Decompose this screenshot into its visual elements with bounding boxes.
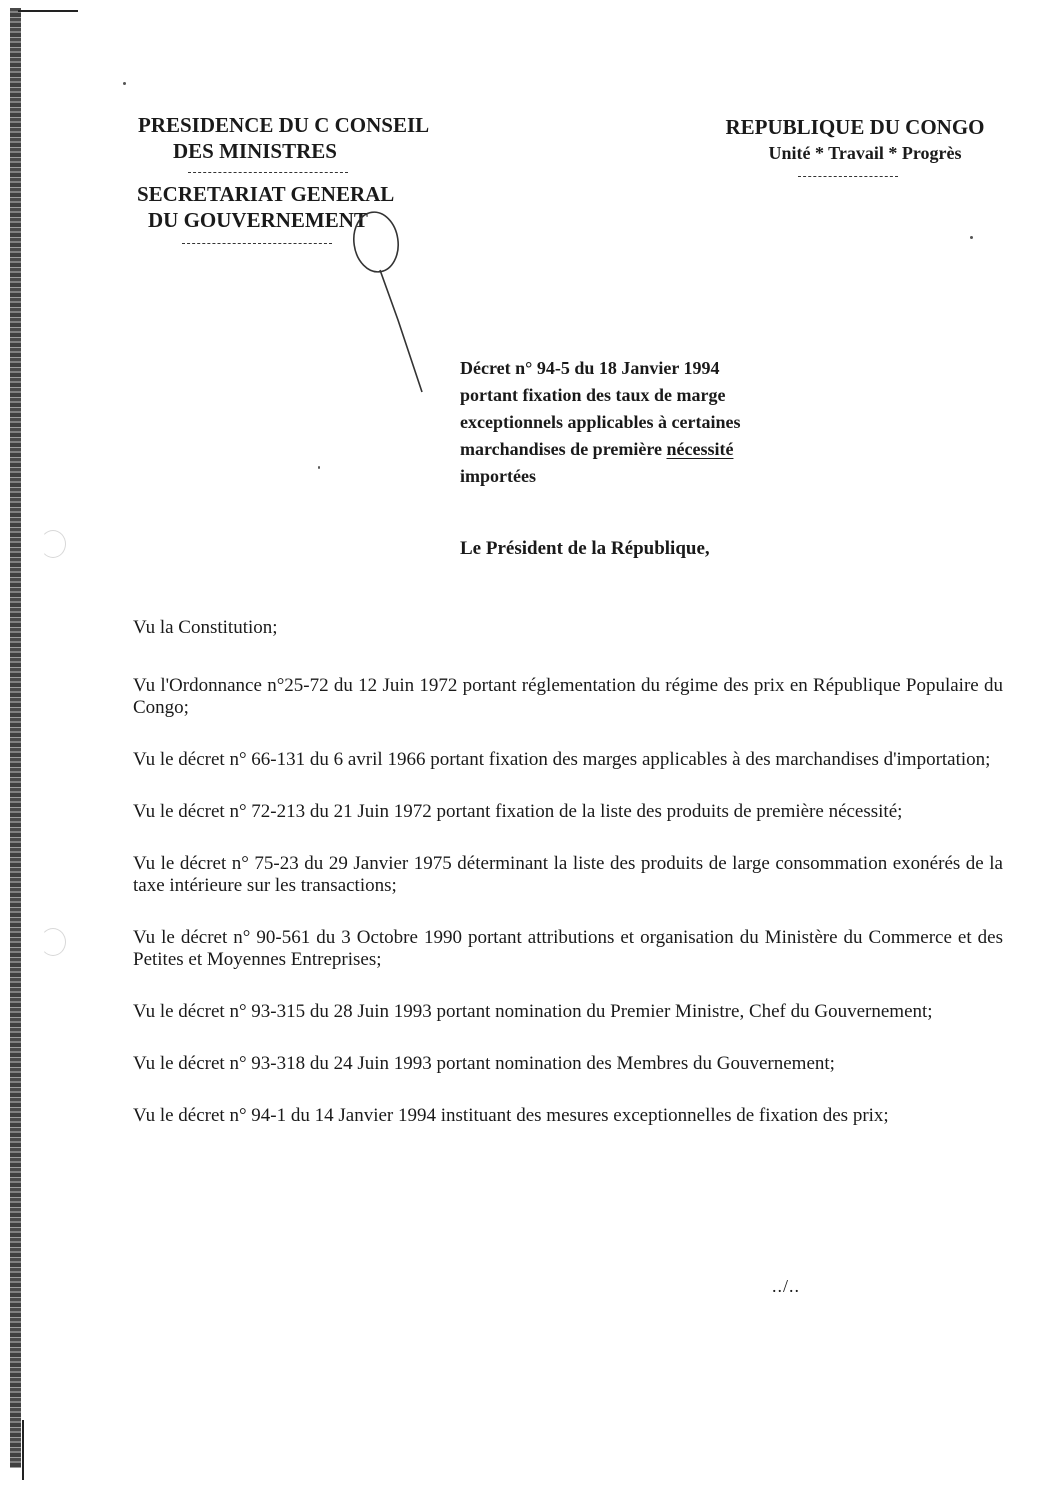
separator-dashes	[188, 172, 348, 173]
recital-item: Vu l'Ordonnance n°25-72 du 12 Juin 1972 portant réglementation du régime des prix en République Populaire du Congo;	[133, 675, 1003, 718]
scan-speck	[970, 236, 973, 239]
continuation-mark: ../..	[772, 1276, 801, 1296]
recital-item: Vu la Constitution;	[133, 617, 278, 638]
president-heading: Le Président de la République,	[460, 538, 710, 559]
decree-title-line: portant fixation des taux de marge	[460, 385, 726, 405]
national-motto: Unité * Travail * Progrès	[768, 143, 962, 163]
authority-line-1: PRESIDENCE DU C CONSEIL	[138, 113, 430, 137]
underlined-word: nécessité	[666, 439, 734, 459]
scan-edge-artifact	[10, 8, 21, 1468]
recital-item: Vu le décret n° 90-561 du 3 Octobre 1990 portant attributions et organisation du Ministère du Commerce et des Petites et Moyennes Entreprises;	[133, 927, 1003, 970]
republic-header-block	[690, 114, 1020, 177]
separator-dashes	[182, 243, 332, 244]
recital-item: Vu le décret n° 94-1 du 14 Janvier 1994 instituant des mesures exceptionnelles de fixation des prix;	[133, 1105, 889, 1126]
separator-dashes	[798, 176, 898, 177]
decree-title-line: exceptionnels applicables à certaines	[460, 412, 741, 432]
decree-title-line	[460, 436, 840, 463]
decree-title	[460, 355, 840, 490]
recital-item: Vu le décret n° 66-131 du 6 avril 1966 portant fixation des marges applicables à des marchandises d'importation;	[133, 749, 991, 770]
recitals-list	[133, 617, 1003, 1157]
recital-item: Vu le décret n° 93-315 du 28 Juin 1993 portant nomination du Premier Ministre, Chef du Gouvernement;	[133, 1001, 933, 1022]
authority-line-4: DU GOUVERNEMENT	[148, 208, 368, 232]
recital-item: Vu le décret n° 93-318 du 24 Juin 1993 portant nomination des Membres du Gouvernement;	[133, 1053, 835, 1074]
punch-hole	[40, 530, 66, 558]
pen-annotation-mark	[340, 210, 440, 400]
authority-line-3: SECRETARIAT GENERAL	[137, 182, 395, 206]
decree-title-line: Décret n° 94-5 du 18 Janvier 1994	[460, 358, 720, 378]
scan-speck	[123, 82, 126, 85]
decree-title-text: marchandises de première	[460, 439, 667, 459]
recital-item: Vu le décret n° 72-213 du 21 Juin 1972 portant fixation de la liste des produits de première nécessité;	[133, 801, 903, 822]
country-name: REPUBLIQUE DU CONGO	[725, 115, 985, 139]
authority-line-2: DES MINISTRES	[173, 139, 337, 163]
scan-speck	[318, 466, 320, 469]
decree-title-line: importées	[460, 466, 536, 486]
punch-hole	[40, 928, 66, 956]
scan-edge-line	[22, 1420, 24, 1480]
recital-item: Vu le décret n° 75-23 du 29 Janvier 1975 déterminant la liste des produits de large consommation exonérés de la taxe intérieure sur les transactions;	[133, 853, 1003, 896]
corner-mark	[18, 10, 78, 18]
